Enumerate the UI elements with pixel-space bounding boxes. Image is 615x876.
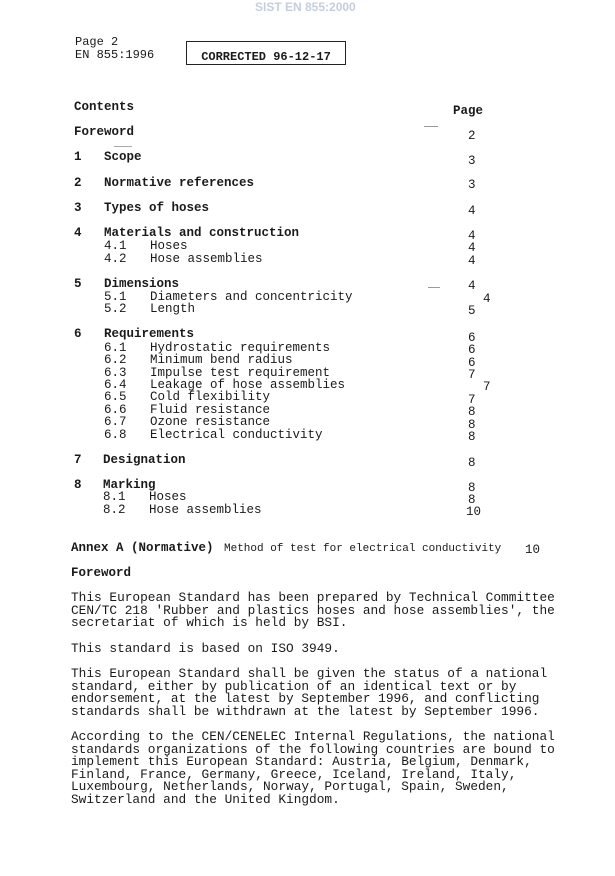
toc-subsection-title[interactable]: Hoses bbox=[150, 239, 188, 253]
toc-subsection-title[interactable]: Leakage of hose assemblies bbox=[150, 378, 346, 392]
toc-subsection-number: 4.2 bbox=[104, 252, 127, 266]
paragraph-line: CEN/TC 218 'Rubber and plastics hoses and hose assemblies', the bbox=[71, 602, 555, 618]
toc-page: 6 bbox=[468, 343, 476, 357]
toc-section-number: 7 bbox=[74, 453, 82, 467]
toc-page: 4 bbox=[483, 292, 491, 306]
toc-page: 4 bbox=[468, 204, 476, 218]
toc-section-number: 8 bbox=[74, 478, 82, 492]
toc-section-number: 3 bbox=[74, 201, 82, 215]
toc-section-number: 5 bbox=[74, 277, 82, 291]
toc-subsection-number: 6.4 bbox=[104, 378, 127, 392]
toc-page: 3 bbox=[468, 178, 476, 192]
scan-mark bbox=[428, 287, 440, 288]
toc-subsection-number: 6.7 bbox=[104, 415, 127, 429]
toc-foreword-page: 2 bbox=[468, 129, 476, 143]
toc-annex-title[interactable]: Method of test for electrical conductivity bbox=[224, 543, 502, 555]
toc-subsection-title[interactable]: Impulse test requirement bbox=[150, 366, 331, 380]
toc-section-number: 2 bbox=[74, 176, 82, 190]
toc-section-number: 4 bbox=[74, 226, 82, 240]
toc-page: 10 bbox=[466, 505, 482, 519]
toc-section-number: 1 bbox=[74, 150, 82, 164]
paragraph-line: implement this European Standard: Austria, Belgium, Denmark, bbox=[71, 754, 532, 770]
toc-page: 7 bbox=[468, 393, 476, 407]
toc-page: 8 bbox=[468, 418, 476, 432]
toc-subsection-number: 6.5 bbox=[104, 390, 127, 404]
toc-subsection-title[interactable]: Diameters and concentricity bbox=[150, 290, 353, 304]
toc-section-number: 6 bbox=[74, 327, 82, 341]
foreword-heading: Foreword bbox=[71, 566, 132, 580]
toc-section-requirements[interactable]: Requirements bbox=[104, 327, 195, 341]
paragraph-line: Luxembourg, Netherlands, Norway, Portugal, Spain, Sweden, bbox=[71, 779, 509, 795]
paragraph-line: Switzerland and the United Kingdom. bbox=[71, 791, 340, 807]
watermark: SIST EN 855:2000 bbox=[255, 0, 356, 14]
toc-page: 10 bbox=[525, 543, 541, 557]
toc-subsection-number: 8.2 bbox=[103, 503, 126, 517]
paragraph-line: This European Standard shall be given the status of a national bbox=[71, 666, 548, 681]
toc-subsection-number: 4.1 bbox=[104, 239, 127, 253]
paragraph-line: secretariat of which is held by BSI. bbox=[71, 615, 348, 631]
toc-page: 8 bbox=[468, 456, 476, 470]
standard-id: EN 855:1996 bbox=[75, 48, 155, 62]
toc-page: 6 bbox=[468, 356, 476, 370]
page-column-heading: Page bbox=[453, 104, 484, 118]
scan-mark bbox=[114, 146, 132, 147]
toc-subsection-number: 6.2 bbox=[104, 353, 127, 367]
toc-subsection-title[interactable]: Ozone resistance bbox=[150, 415, 271, 429]
toc-subsection-title[interactable]: Minimum bend radius bbox=[150, 353, 293, 367]
toc-page: 7 bbox=[468, 368, 476, 382]
toc-page: 4 bbox=[468, 279, 476, 293]
toc-subsection-title[interactable]: Hoses bbox=[149, 490, 187, 504]
paragraph-line: This European Standard has been prepared by Technical Committee bbox=[71, 590, 555, 605]
toc-subsection-number: 6.6 bbox=[104, 403, 127, 417]
toc-page: 8 bbox=[468, 481, 476, 495]
toc-subsection-number: 5.2 bbox=[104, 302, 127, 316]
paragraph-line: According to the CEN/CENELEC Internal Regulations, the national bbox=[71, 729, 555, 744]
paragraph-line: Finland, France, Germany, Greece, Iceland, Ireland, Italy, bbox=[71, 766, 517, 782]
toc-subsection-number: 5.1 bbox=[104, 290, 127, 304]
toc-section-scope[interactable]: Scope bbox=[104, 150, 142, 164]
toc-subsection-title[interactable]: Hose assemblies bbox=[149, 503, 262, 517]
page-number: Page 2 bbox=[75, 35, 119, 49]
paragraph-line: standards shall be withdrawn at the latest by September 1996. bbox=[71, 703, 540, 719]
toc-section-designation[interactable]: Designation bbox=[103, 453, 186, 467]
toc-page: 6 bbox=[468, 331, 476, 345]
toc-subsection-number: 6.1 bbox=[104, 341, 127, 355]
toc-subsection-number: 6.3 bbox=[104, 366, 127, 380]
toc-subsection-title[interactable]: Fluid resistance bbox=[150, 403, 271, 417]
toc-subsection-title[interactable]: Cold flexibility bbox=[150, 390, 271, 404]
toc-subsection-title[interactable]: Hose assemblies bbox=[150, 252, 263, 266]
foreword-paragraph-1 bbox=[71, 592, 555, 630]
toc-page: 4 bbox=[468, 241, 476, 255]
toc-section-marking[interactable]: Marking bbox=[103, 478, 156, 492]
toc-foreword-title[interactable]: Foreword bbox=[74, 125, 135, 139]
toc-page: 8 bbox=[468, 430, 476, 444]
toc-page: 3 bbox=[468, 154, 476, 168]
toc-page: 4 bbox=[468, 254, 476, 268]
toc-page: 4 bbox=[468, 229, 476, 243]
scan-mark bbox=[424, 126, 438, 127]
toc-page: 5 bbox=[468, 304, 476, 318]
toc-section-dimensions[interactable]: Dimensions bbox=[104, 277, 180, 291]
toc-page: 8 bbox=[468, 405, 476, 419]
foreword-paragraph-2: This standard is based on ISO 3949. bbox=[71, 641, 340, 656]
toc-section-normative-references[interactable]: Normative references bbox=[104, 176, 255, 190]
toc-subsection-number: 6.8 bbox=[104, 428, 127, 442]
toc-section-types-of-hoses[interactable]: Types of hoses bbox=[104, 201, 210, 215]
toc-page: 8 bbox=[468, 493, 476, 507]
toc-subsection-title[interactable]: Hydrostatic requirements bbox=[150, 341, 331, 355]
toc-page: 7 bbox=[483, 380, 491, 394]
paragraph-line: standard, either by publication of an identical text or by bbox=[71, 678, 517, 694]
toc-annex-label[interactable]: Annex A (Normative) bbox=[71, 541, 214, 555]
paragraph-line: endorsement, at the latest by September 1996, and conflicting bbox=[71, 691, 540, 707]
toc-subsection-number: 8.1 bbox=[103, 490, 126, 504]
paragraph-line: standards organizations of the following countries are bound to bbox=[71, 741, 555, 757]
toc-subsection-title[interactable]: Length bbox=[150, 302, 196, 316]
foreword-paragraph-4 bbox=[71, 731, 555, 807]
toc-section-materials[interactable]: Materials and construction bbox=[104, 226, 300, 240]
toc-subsection-title[interactable]: Electrical conductivity bbox=[150, 428, 323, 442]
foreword-paragraph-3 bbox=[71, 668, 547, 718]
corrected-stamp: CORRECTED 96-12-17 bbox=[186, 41, 346, 65]
contents-heading: Contents bbox=[74, 100, 135, 114]
